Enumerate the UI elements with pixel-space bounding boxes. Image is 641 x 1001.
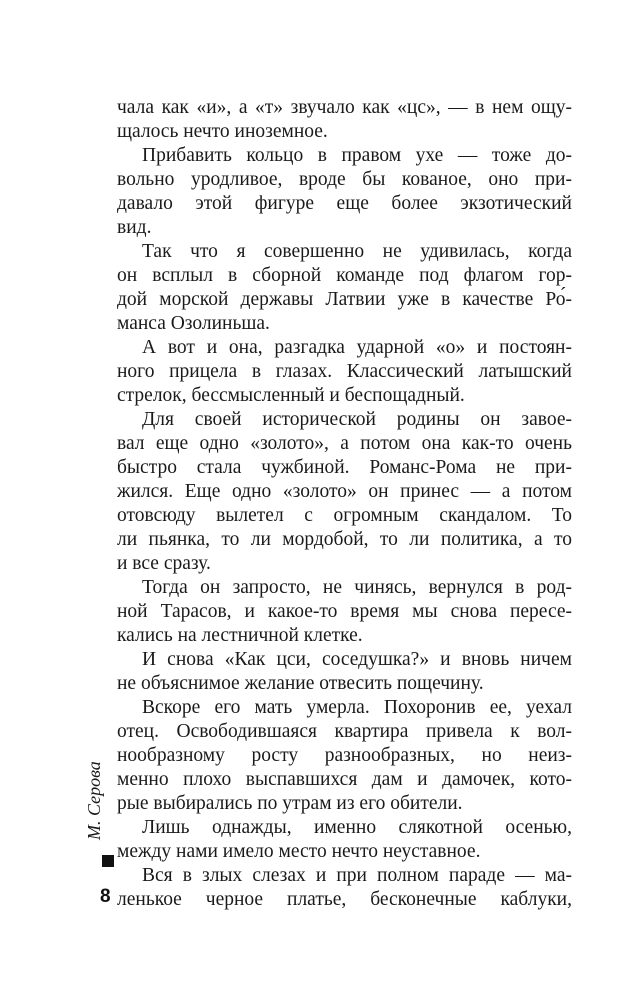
paragraph <box>117 696 572 816</box>
text-line: Тогда он запросто, не чинясь, вернулся в род- <box>142 577 572 598</box>
text-line: и все сразу. <box>117 553 211 574</box>
text-line: И снова «Как цси, соседушка?» и вновь ничем <box>142 649 572 670</box>
text-line: Вскоре его мать умерла. Похоронив ее, уехал <box>142 697 572 718</box>
paragraph <box>117 240 572 336</box>
main-text <box>117 96 572 912</box>
paragraph <box>117 96 572 144</box>
text-line: стрелок, бессмысленный и беспощадный. <box>117 385 465 406</box>
paragraph <box>117 336 572 408</box>
text-line: Лишь однажды, именно слякотной осенью, <box>142 817 572 838</box>
text-line: дой морской державы Латвии уже в качестве Ро́- <box>117 289 572 310</box>
text-line: ного прицела в глазах. Классический латышский <box>117 361 572 382</box>
text-line: манса Озолиньша. <box>117 313 270 334</box>
text-line: Вся в злых слезах и при полном параде — ма- <box>142 865 572 886</box>
text-line: между нами имело место нечто неуставное. <box>117 841 481 862</box>
text-line: чала как «и», а «т» звучало как «цс», — в нем ощу- <box>117 97 572 118</box>
text-line: он всплыл в сборной команде под флагом гор- <box>117 265 572 286</box>
text-line: давало этой фигуре еще более экзотический <box>117 193 572 214</box>
text-line: кались на лестничной клетке. <box>117 625 363 646</box>
text-line: Прибавить кольцо в правом ухе — тоже до- <box>142 145 572 166</box>
paragraph <box>117 864 572 912</box>
text-line: Для своей исторической родины он завое- <box>142 409 572 430</box>
paragraph <box>117 816 572 864</box>
text-line: менно плохо выспавшихся дам и дамочек, кото- <box>117 769 572 790</box>
text-line: вал еще одно «золото», а потом она как-то очень <box>117 433 572 454</box>
text-line: ленькое черное платье, бесконечные каблуки, <box>117 889 572 910</box>
text-line: ли пьянка, то ли мордобой, то ли политика, а то <box>117 529 572 550</box>
text-line: нообразному росту разнообразных, но неиз- <box>117 745 572 766</box>
text-line: ной Тарасов, и какое-то время мы снова пересе- <box>117 601 572 622</box>
author-running-head: М. Серова <box>84 761 104 840</box>
text-line: не объяснимое желание отвесить пощечину. <box>117 673 484 694</box>
text-line: отец. Освободившаяся квартира привела к вол- <box>117 721 572 742</box>
text-line: жился. Еще одно «золото» он принес — а потом <box>117 481 572 502</box>
text-line: отовсюду вылетел с огромным скандалом. То <box>117 505 572 526</box>
text-line: быстро стала чужбиной. Романс-Рома не при- <box>117 457 572 478</box>
page-number: 8 <box>100 886 111 907</box>
paragraph <box>117 144 572 240</box>
paragraph <box>117 408 572 576</box>
text-line: вольно уродливое, вроде бы кованое, оно при- <box>117 169 572 190</box>
text-line: А вот и она, разгадка ударной «о» и постоян- <box>142 337 572 358</box>
marker-square <box>102 855 114 867</box>
text-line: рые выбирались по утрам из его обители. <box>117 793 463 814</box>
text-line: вид. <box>117 217 152 238</box>
text-line: Так что я совершенно не удивилась, когда <box>142 241 572 262</box>
paragraph <box>117 576 572 648</box>
paragraph <box>117 648 572 696</box>
text-line: щалось нечто иноземное. <box>117 121 328 142</box>
